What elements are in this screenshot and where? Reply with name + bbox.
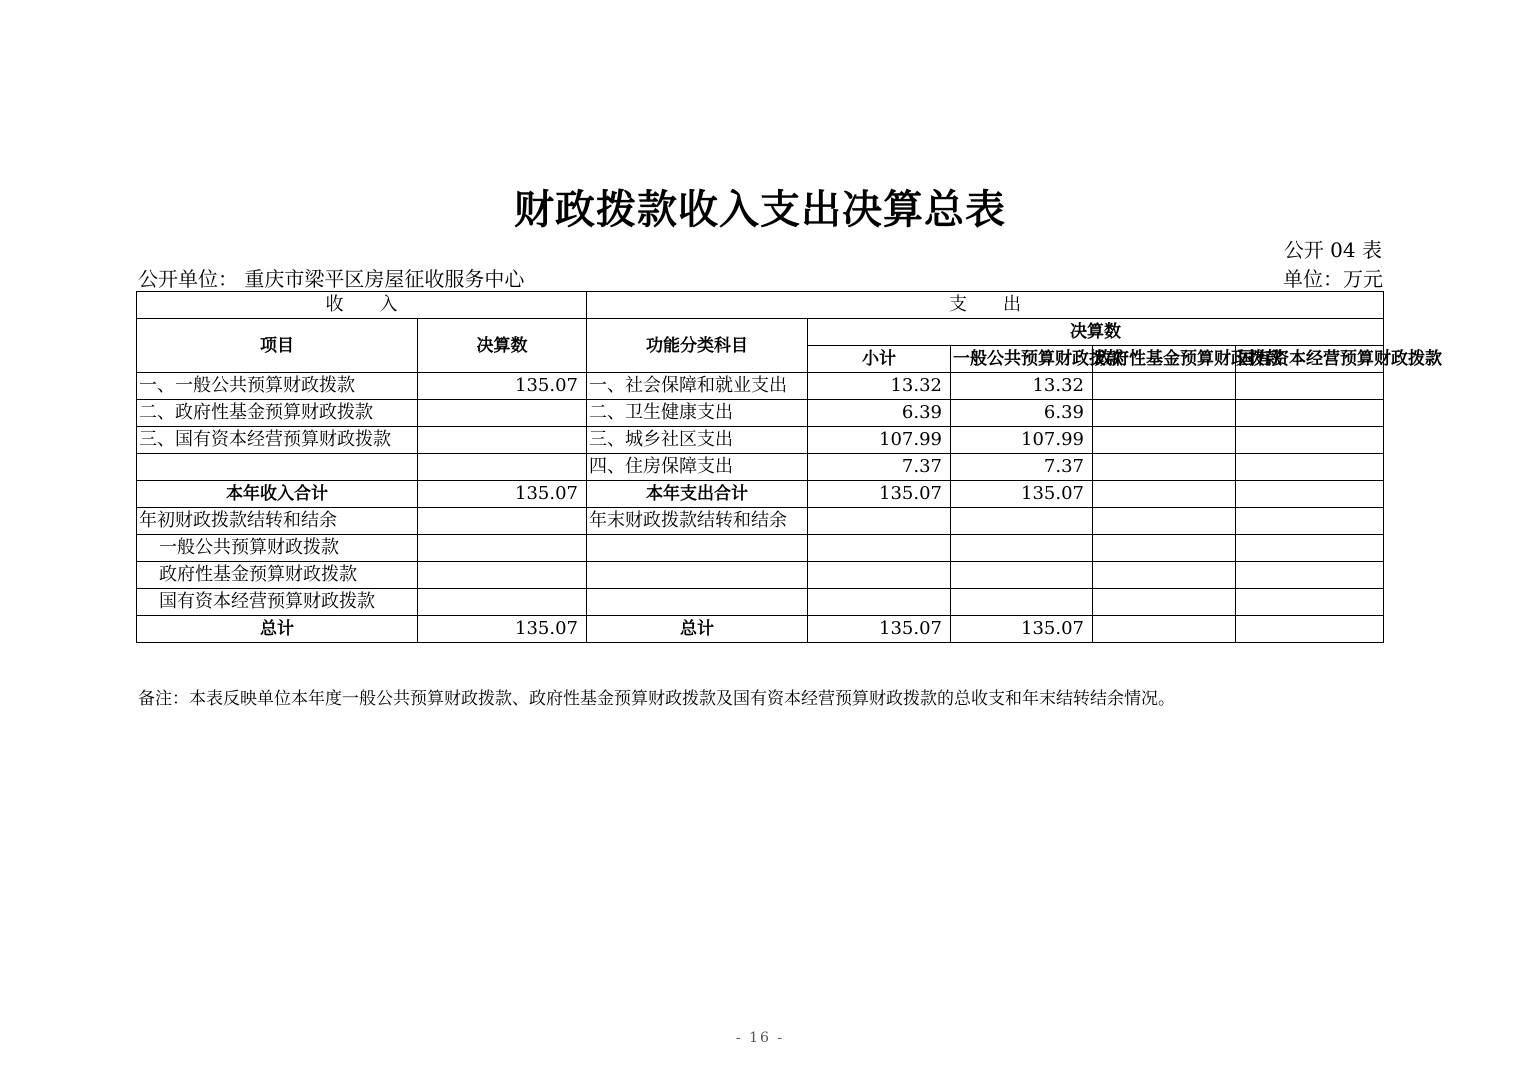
final-amount-header: 决算数 — [808, 319, 1384, 346]
fund-value — [1093, 481, 1236, 508]
subtotal-value: 7.37 — [808, 454, 951, 481]
page-number: - 16 - — [735, 1030, 785, 1046]
income-header: 收 入 — [137, 292, 587, 319]
function-item — [587, 562, 808, 589]
footnote: 备注：本表反映单位本年度一般公共预算财政拨款、政府性基金预算财政拨款及国有资本经营预算财政拨款的总收支和年末结转结余情况。 — [138, 689, 1175, 709]
form-number: 公开 04 表 — [1283, 238, 1382, 262]
general-budget-header: 一般公共预算财政拨款 — [951, 346, 1093, 373]
general-value: 6.39 — [951, 400, 1093, 427]
subtotal-value — [808, 508, 951, 535]
capital-value — [1236, 454, 1384, 481]
income-amount — [418, 589, 587, 616]
subtotal-value: 135.07 — [808, 616, 951, 643]
function-item: 年末财政拨款结转和结余 — [587, 508, 808, 535]
income-amount — [418, 508, 587, 535]
fund-value — [1093, 589, 1236, 616]
income-amount — [418, 454, 587, 481]
subtotal-header: 小计 — [808, 346, 951, 373]
general-value: 135.07 — [951, 481, 1093, 508]
item-header: 项目 — [137, 319, 418, 373]
income-item: 本年收入合计 — [137, 481, 418, 508]
income-amount: 135.07 — [418, 616, 587, 643]
income-item: 一般公共预算财政拨款 — [137, 535, 418, 562]
subtotal-value: 135.07 — [808, 481, 951, 508]
fund-value — [1093, 454, 1236, 481]
subtotal-value — [808, 589, 951, 616]
function-item: 一、社会保障和就业支出 — [587, 373, 808, 400]
income-item — [137, 454, 418, 481]
capital-value — [1236, 589, 1384, 616]
capital-value — [1236, 427, 1384, 454]
fund-value — [1093, 562, 1236, 589]
fund-value — [1093, 508, 1236, 535]
general-value — [951, 562, 1093, 589]
general-value — [951, 589, 1093, 616]
table-row-annual-total — [137, 481, 1384, 508]
income-item: 一、一般公共预算财政拨款 — [137, 373, 418, 400]
income-amount — [418, 400, 587, 427]
subtotal-value: 107.99 — [808, 427, 951, 454]
amount-unit: 单位：万元 — [1283, 267, 1383, 291]
function-item: 三、城乡社区支出 — [587, 427, 808, 454]
table-row — [137, 427, 1384, 454]
income-amount: 135.07 — [418, 481, 587, 508]
income-item: 国有资本经营预算财政拨款 — [137, 589, 418, 616]
header-row-1 — [137, 292, 1384, 319]
function-item: 二、卫生健康支出 — [587, 400, 808, 427]
capital-value — [1236, 481, 1384, 508]
subtotal-value: 6.39 — [808, 400, 951, 427]
function-header: 功能分类科目 — [587, 319, 808, 373]
table-row — [137, 535, 1384, 562]
capital-value — [1236, 562, 1384, 589]
function-item: 本年支出合计 — [587, 481, 808, 508]
income-amount: 135.07 — [418, 373, 587, 400]
table-row — [137, 508, 1384, 535]
header-row-2 — [137, 319, 1384, 346]
capital-budget-header: 国有资本经营预算财政拨款 — [1236, 346, 1384, 373]
capital-value — [1236, 400, 1384, 427]
general-value: 13.32 — [951, 373, 1093, 400]
income-amount — [418, 562, 587, 589]
fund-value — [1093, 616, 1236, 643]
fund-value — [1093, 373, 1236, 400]
fund-budget-header: 政府性基金预算财政拨款 — [1093, 346, 1236, 373]
budget-summary-table — [136, 291, 1442, 643]
capital-value — [1236, 616, 1384, 643]
capital-value — [1236, 535, 1384, 562]
function-item — [587, 589, 808, 616]
general-value: 7.37 — [951, 454, 1093, 481]
table-row — [137, 400, 1384, 427]
expense-header: 支 出 — [587, 292, 1384, 319]
capital-value — [1236, 508, 1384, 535]
fund-value — [1093, 427, 1236, 454]
amount-header: 决算数 — [418, 319, 587, 373]
income-item: 三、国有资本经营预算财政拨款 — [137, 427, 418, 454]
fund-value — [1093, 400, 1236, 427]
subtotal-value — [808, 535, 951, 562]
subtotal-value — [808, 562, 951, 589]
capital-value — [1236, 373, 1384, 400]
table-row — [137, 562, 1384, 589]
general-value: 135.07 — [951, 616, 1093, 643]
general-value — [951, 508, 1093, 535]
reporting-unit: 公开单位： 重庆市梁平区房屋征收服务中心 — [138, 267, 525, 291]
income-amount — [418, 535, 587, 562]
income-item: 政府性基金预算财政拨款 — [137, 562, 418, 589]
function-item: 总计 — [587, 616, 808, 643]
page-title: 财政拨款收入支出决算总表 — [514, 187, 1006, 233]
function-item: 四、住房保障支出 — [587, 454, 808, 481]
income-item: 二、政府性基金预算财政拨款 — [137, 400, 418, 427]
income-item: 总计 — [137, 616, 418, 643]
table-row — [137, 373, 1384, 400]
fund-value — [1093, 535, 1236, 562]
income-item: 年初财政拨款结转和结余 — [137, 508, 418, 535]
general-value: 107.99 — [951, 427, 1093, 454]
table-row-grand-total — [137, 616, 1384, 643]
table-row — [137, 454, 1384, 481]
function-item — [587, 535, 808, 562]
subtotal-value: 13.32 — [808, 373, 951, 400]
table-row — [137, 589, 1384, 616]
income-amount — [418, 427, 587, 454]
general-value — [951, 535, 1093, 562]
